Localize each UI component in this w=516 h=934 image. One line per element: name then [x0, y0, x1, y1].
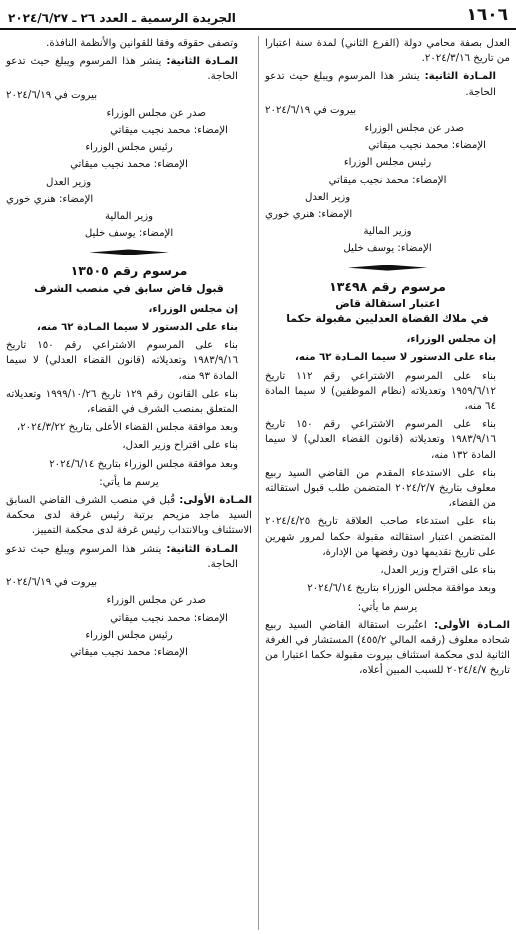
signature-line: الإمضاء: محمد نجيب ميقاتي — [368, 140, 486, 152]
signature-line: الإمضاء: محمد نجيب ميقاتي — [110, 612, 228, 624]
preamble-paragraph: بناء على المرسوم الاشتراعي رقم ١١٢ تاريخ ١٩٥٩/٦/١٢ وتعديلاته (نظام الموظفين) لا سيما المادة ٦٤ منه، — [265, 370, 496, 413]
page-number: ١٦٠٦ — [466, 5, 508, 25]
constitution-line: بناء على الدستور لا سيما المـادة ٦٢ منه، — [295, 352, 496, 364]
constitution-line: بناء على الدستور لا سيما المـادة ٦٢ منه، — [37, 322, 238, 334]
article-label: المـادة الأولى: — [434, 619, 510, 631]
section-divider — [265, 265, 510, 271]
date-line: بيروت في ٢٠٢٤/٦/١٩ — [6, 89, 98, 101]
intro-text: العدل بصفة محامي دولة (الفرع الثاني) لمدة سنة اعتبارا من تاريخ ٢٠٢٤/٣/١٦. — [265, 38, 510, 65]
preamble-paragraph: بناء على المرسوم الاشتراعي رقم ١٥٠ تاريخ ١٩٨٣/٩/١٦ وتعديلاته (قانون القضاء العدلي) لا سيما المادة ٩٣ منه، — [6, 340, 238, 382]
preamble-paragraph: وبعد موافقة مجلس القضاء الأعلى بتاريخ ٢٠٢٤/٣/٢٢، — [16, 422, 238, 434]
decree-subtitle: قبول قاض سابق في منصب الشرف — [34, 281, 224, 295]
decree-title: مرسوم رقم ١٣٤٩٨ — [329, 278, 446, 294]
signatory-title: رئيس مجلس الوزراء — [343, 157, 432, 169]
article-label: المـادة الثانية: — [166, 56, 238, 68]
signatory-title: رئيس مجلس الوزراء — [85, 142, 173, 154]
article-label: المـادة الأولى: — [179, 495, 252, 507]
article-text: ينشر هذا المرسوم ويبلغ حيث تدعو الحاجة. — [6, 56, 238, 83]
section-divider — [6, 249, 252, 255]
article-text: ينشر هذا المرسوم ويبلغ حيث تدعو الحاجة. — [265, 71, 496, 98]
decrees-line: يرسم ما يأتي: — [357, 601, 418, 613]
preamble-paragraph: وبعد موافقة مجلس الوزراء بتاريخ ٢٠٢٤/٦/١٤ — [307, 583, 496, 595]
page-body — [0, 36, 516, 930]
decrees-line: يرسم ما يأتي: — [99, 476, 159, 488]
signature-line: الإمضاء: محمد نجيب ميقاتي — [70, 159, 188, 171]
signature-line: الإمضاء: محمد نجيب ميقاتي — [70, 646, 188, 658]
intro-text: وتصفى حقوقه وفقا للقوانين والأنظمة النافذة. — [46, 38, 238, 49]
preamble-paragraph: بناء على القانون رقم ١٢٩ تاريخ ١٩٩٩/١٠/٢٦ وتعديلاته المتعلق بمنصب الشرف في القضاء، — [6, 388, 239, 416]
right-column — [258, 36, 516, 930]
signatory-title: وزير المالية — [363, 226, 412, 238]
journal-title: الجريدة الرسمية ـ العدد ٢٦ ـ ٢٠٢٤/٦/٢٧ — [8, 11, 236, 25]
signatory-title: وزير المالية — [104, 211, 154, 223]
signatory-title: وزير العدل — [305, 191, 351, 203]
issued-line: صدر عن مجلس الوزراء — [364, 123, 464, 135]
preamble-paragraph: بناء على المرسوم الاشتراعي رقم ١٥٠ تاريخ ١٩٨٣/٩/١٦ وتعديلاته (قانون القضاء العدلي) لا سيما المادة ١٣٢ منه، — [265, 419, 496, 461]
preamble-paragraph: بناء على اقتراح وزير العدل، — [122, 440, 238, 452]
council-line: إن مجلس الوزراء، — [148, 303, 238, 315]
signature-line: الإمضاء: هنري خوري — [265, 209, 353, 221]
issued-line: صدر عن مجلس الوزراء — [106, 107, 206, 119]
article-text: ينشر هذا المرسوم ويبلغ حيث تدعو الحاجة. — [6, 543, 238, 570]
decree-title: مرسوم رقم ١٣٥٠٥ — [70, 263, 188, 279]
council-line: إن مجلس الوزراء، — [406, 334, 496, 346]
article-label: المـادة الثانية: — [424, 71, 496, 83]
preamble-paragraph: بناء على اقتراح وزير العدل، — [380, 565, 496, 577]
article-label: المـادة الثانية: — [166, 543, 238, 555]
signature-line: الإمضاء: يوسف خليل — [84, 228, 174, 240]
preamble-paragraph: بناء على استدعاء صاحب العلاقة تاريخ ٢٠٢٤/٤/٢٥ المتضمن اعتبار استقالته مقبولة حكما لمرور شهرين على تاريخ تقديمها دون رفضها من الإدارة، — [265, 516, 496, 558]
page-header — [0, 0, 516, 30]
signature-line: الإمضاء: يوسف خليل — [343, 243, 432, 255]
article-text: قُبل في منصب الشرف القاضي السابق السيد ماجد مزيحم برتبة رئيس غرفة لدى محكمة الاستئناف وبالانتداب رئيس غرفة لدى محكمة التمييز. — [6, 495, 252, 537]
date-line: بيروت في ٢٠٢٤/٦/١٩ — [265, 104, 357, 116]
signature-line: الإمضاء: محمد نجيب ميقاتي — [110, 125, 228, 137]
preamble-paragraph: وبعد موافقة مجلس الوزراء بتاريخ ٢٠٢٤/٦/١٤ — [49, 458, 238, 470]
decree-subtitle: في ملاك القضاة العدليين مقبولة حكما — [286, 312, 489, 326]
decree-subtitle: اعتبار استقالة قاض — [335, 296, 440, 310]
signature-line: الإمضاء: هنري خوري — [6, 193, 94, 205]
date-line: بيروت في ٢٠٢٤/٦/١٩ — [6, 577, 98, 589]
signatory-title: وزير العدل — [46, 176, 92, 188]
signature-line: الإمضاء: محمد نجيب ميقاتي — [328, 174, 447, 186]
left-column — [0, 36, 258, 930]
preamble-paragraph: بناء على الاستدعاء المقدم من القاضي السيد ربيع معلوف بتاريخ ٢٠٢٤/٢/٧ المتضمن طلب قبول استقالته من القضاء، — [265, 467, 497, 510]
signatory-title: رئيس مجلس الوزراء — [85, 629, 173, 641]
issued-line: صدر عن مجلس الوزراء — [106, 595, 206, 607]
article-text: اعتُبرت استقالة القاضي السيد ربيع شحاده معلوف (رقمه المالي ٤٥٥/٢) المستشار في الغرفة الثانية لدى محكمة استئناف بيروت مقبولة حكما اعتبارا من تاريخ ٢٠٢٤/٤/٧ للسبب المبين أعلاه، — [265, 619, 511, 677]
